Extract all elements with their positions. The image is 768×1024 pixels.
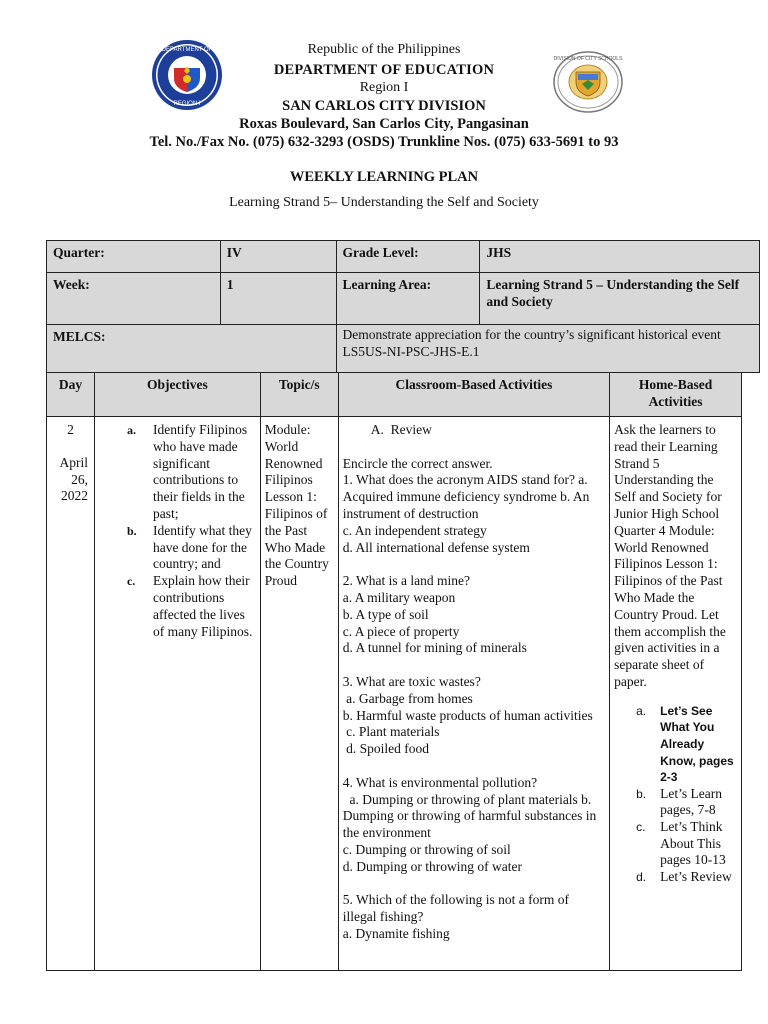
- area-label: Learning Area:: [336, 273, 480, 325]
- info-table: [46, 240, 760, 373]
- plan-table: [46, 372, 742, 971]
- melcs-text: Demonstrate appreciation for the country’s significant historical event: [342, 327, 721, 342]
- topic-cell: Module: World Renowned Filipinos Lesson 1: Filipinos of the Past Who Made the Country Proud: [260, 417, 338, 971]
- objectives-cell: [94, 417, 260, 971]
- instruction-text: Encircle the correct answer.: [342, 455, 493, 471]
- melcs-label: MELCS:: [47, 325, 337, 373]
- header-topics: Topic/s: [260, 373, 338, 417]
- home-intro: Ask the learners to read their Learning Strand 5 Understanding the Self and Society for Junior High School Quarter 4 Module: World Renowned Filipinos Lesson 1: Filipinos of the Past Who Made the Country Proud. Let them accomplish the given activities in a separate sheet of paper.: [614, 422, 726, 689]
- question-4: 4. What is environmental pollution?: [342, 774, 538, 790]
- quarter-label: Quarter:: [47, 241, 221, 273]
- choice-4d: d. Dumping or throwing of water: [342, 858, 522, 874]
- home-activity-item: c. Let’s Think About This pages 10-13: [636, 818, 726, 868]
- address-heading: Roxas Boulevard, San Carlos City, Pangasinan: [239, 116, 529, 132]
- choice-5a: a. Dynamite fishing: [342, 925, 450, 941]
- header-home: Home-Based Activities: [610, 373, 742, 417]
- department-heading: DEPARTMENT OF EDUCATION: [273, 62, 495, 78]
- division-heading: SAN CARLOS CITY DIVISION: [282, 98, 486, 114]
- week-label: Week:: [47, 273, 221, 325]
- week-value: 1: [220, 273, 336, 325]
- objective-item: b. Identify what they have done for the country; and: [126, 522, 252, 572]
- home-activity-list: [614, 703, 737, 886]
- choice-1c: c. An independent strategy: [342, 522, 487, 538]
- objective-item: c. Explain how their contributions affected the lives of many Filipinos.: [126, 573, 253, 639]
- choice-2d: d. A tunnel for mining of minerals: [342, 640, 527, 656]
- grade-value: JHS: [480, 241, 760, 273]
- choice-3a: a. Garbage from homes: [342, 690, 473, 706]
- question-1: 1. What does the acronym AIDS stand for? a. Acquired immune deficiency syndrome b. An instrument of destruction: [342, 472, 590, 521]
- header-day: Day: [47, 373, 95, 417]
- plan-title: WEEKLY LEARNING PLAN: [289, 169, 479, 185]
- home-activity-item: d. Let’s Review: [636, 868, 732, 884]
- svg-text:REGION I: REGION I: [173, 101, 201, 107]
- contact-heading: Tel. No./Fax No. (075) 632-3293 (OSDS) Trunkline Nos. (075) 633-5691 to 93: [149, 134, 619, 150]
- choice-2c: c. A piece of property: [342, 623, 460, 639]
- strand-subtitle: Learning Strand 5– Understanding the Self and Society: [229, 195, 539, 210]
- home-activity-item: a. Let’s See What You Already Know, pages 2-3: [636, 703, 734, 785]
- svg-text:DEPARTMENT OF: DEPARTMENT OF: [161, 47, 213, 53]
- choice-3b: b. Harmful waste products of human activities: [342, 707, 593, 723]
- question-2: 2. What is a land mine?: [342, 573, 470, 589]
- choice-3c: c. Plant materials: [342, 724, 440, 740]
- choice-2b: b. A type of soil: [342, 606, 429, 622]
- choice-4c: c. Dumping or throwing of soil: [342, 841, 511, 857]
- choice-4ab: a. Dumping or throwing of plant materials b. Dumping or throwing of harmful substances in the environment: [342, 791, 600, 841]
- home-cell: [610, 417, 742, 971]
- question-5: 5. Which of the following is not a form of illegal fishing?: [342, 892, 569, 925]
- melcs-cell: [336, 325, 759, 373]
- choice-1d: d. All international defense system: [342, 539, 530, 555]
- question-3: 3. What are toxic wastes?: [342, 673, 481, 689]
- home-activity-item: b. Let’s Learn pages, 7-8: [636, 785, 722, 818]
- choice-3d: d. Spoiled food: [342, 741, 429, 757]
- choice-2a: a. A military weapon: [342, 589, 456, 605]
- republic-heading: Republic of the Philippines: [307, 42, 461, 57]
- objective-item: a. Identify Filipinos who have made significant contributions to their fields in the past;: [126, 422, 248, 521]
- grade-label: Grade Level:: [336, 241, 480, 273]
- review-heading: A. Review: [370, 422, 432, 437]
- day-number: 2: [67, 422, 74, 437]
- melcs-code: LS5US-NI-PSC-JHS-E.1: [342, 343, 480, 359]
- day-cell: [47, 417, 95, 971]
- header-classroom: Classroom-Based Activities: [338, 373, 609, 417]
- day-date: April 26, 2022: [59, 454, 88, 504]
- area-value: Learning Strand 5 – Understanding the Self and Society: [480, 273, 760, 325]
- svg-text:DIVISION OF CITY SCHOOLS: DIVISION OF CITY SCHOOLS: [553, 56, 623, 62]
- header-objectives: Objectives: [94, 373, 260, 417]
- region-heading: Region I: [359, 80, 409, 95]
- quarter-value: IV: [220, 241, 336, 273]
- classroom-cell: [338, 417, 609, 971]
